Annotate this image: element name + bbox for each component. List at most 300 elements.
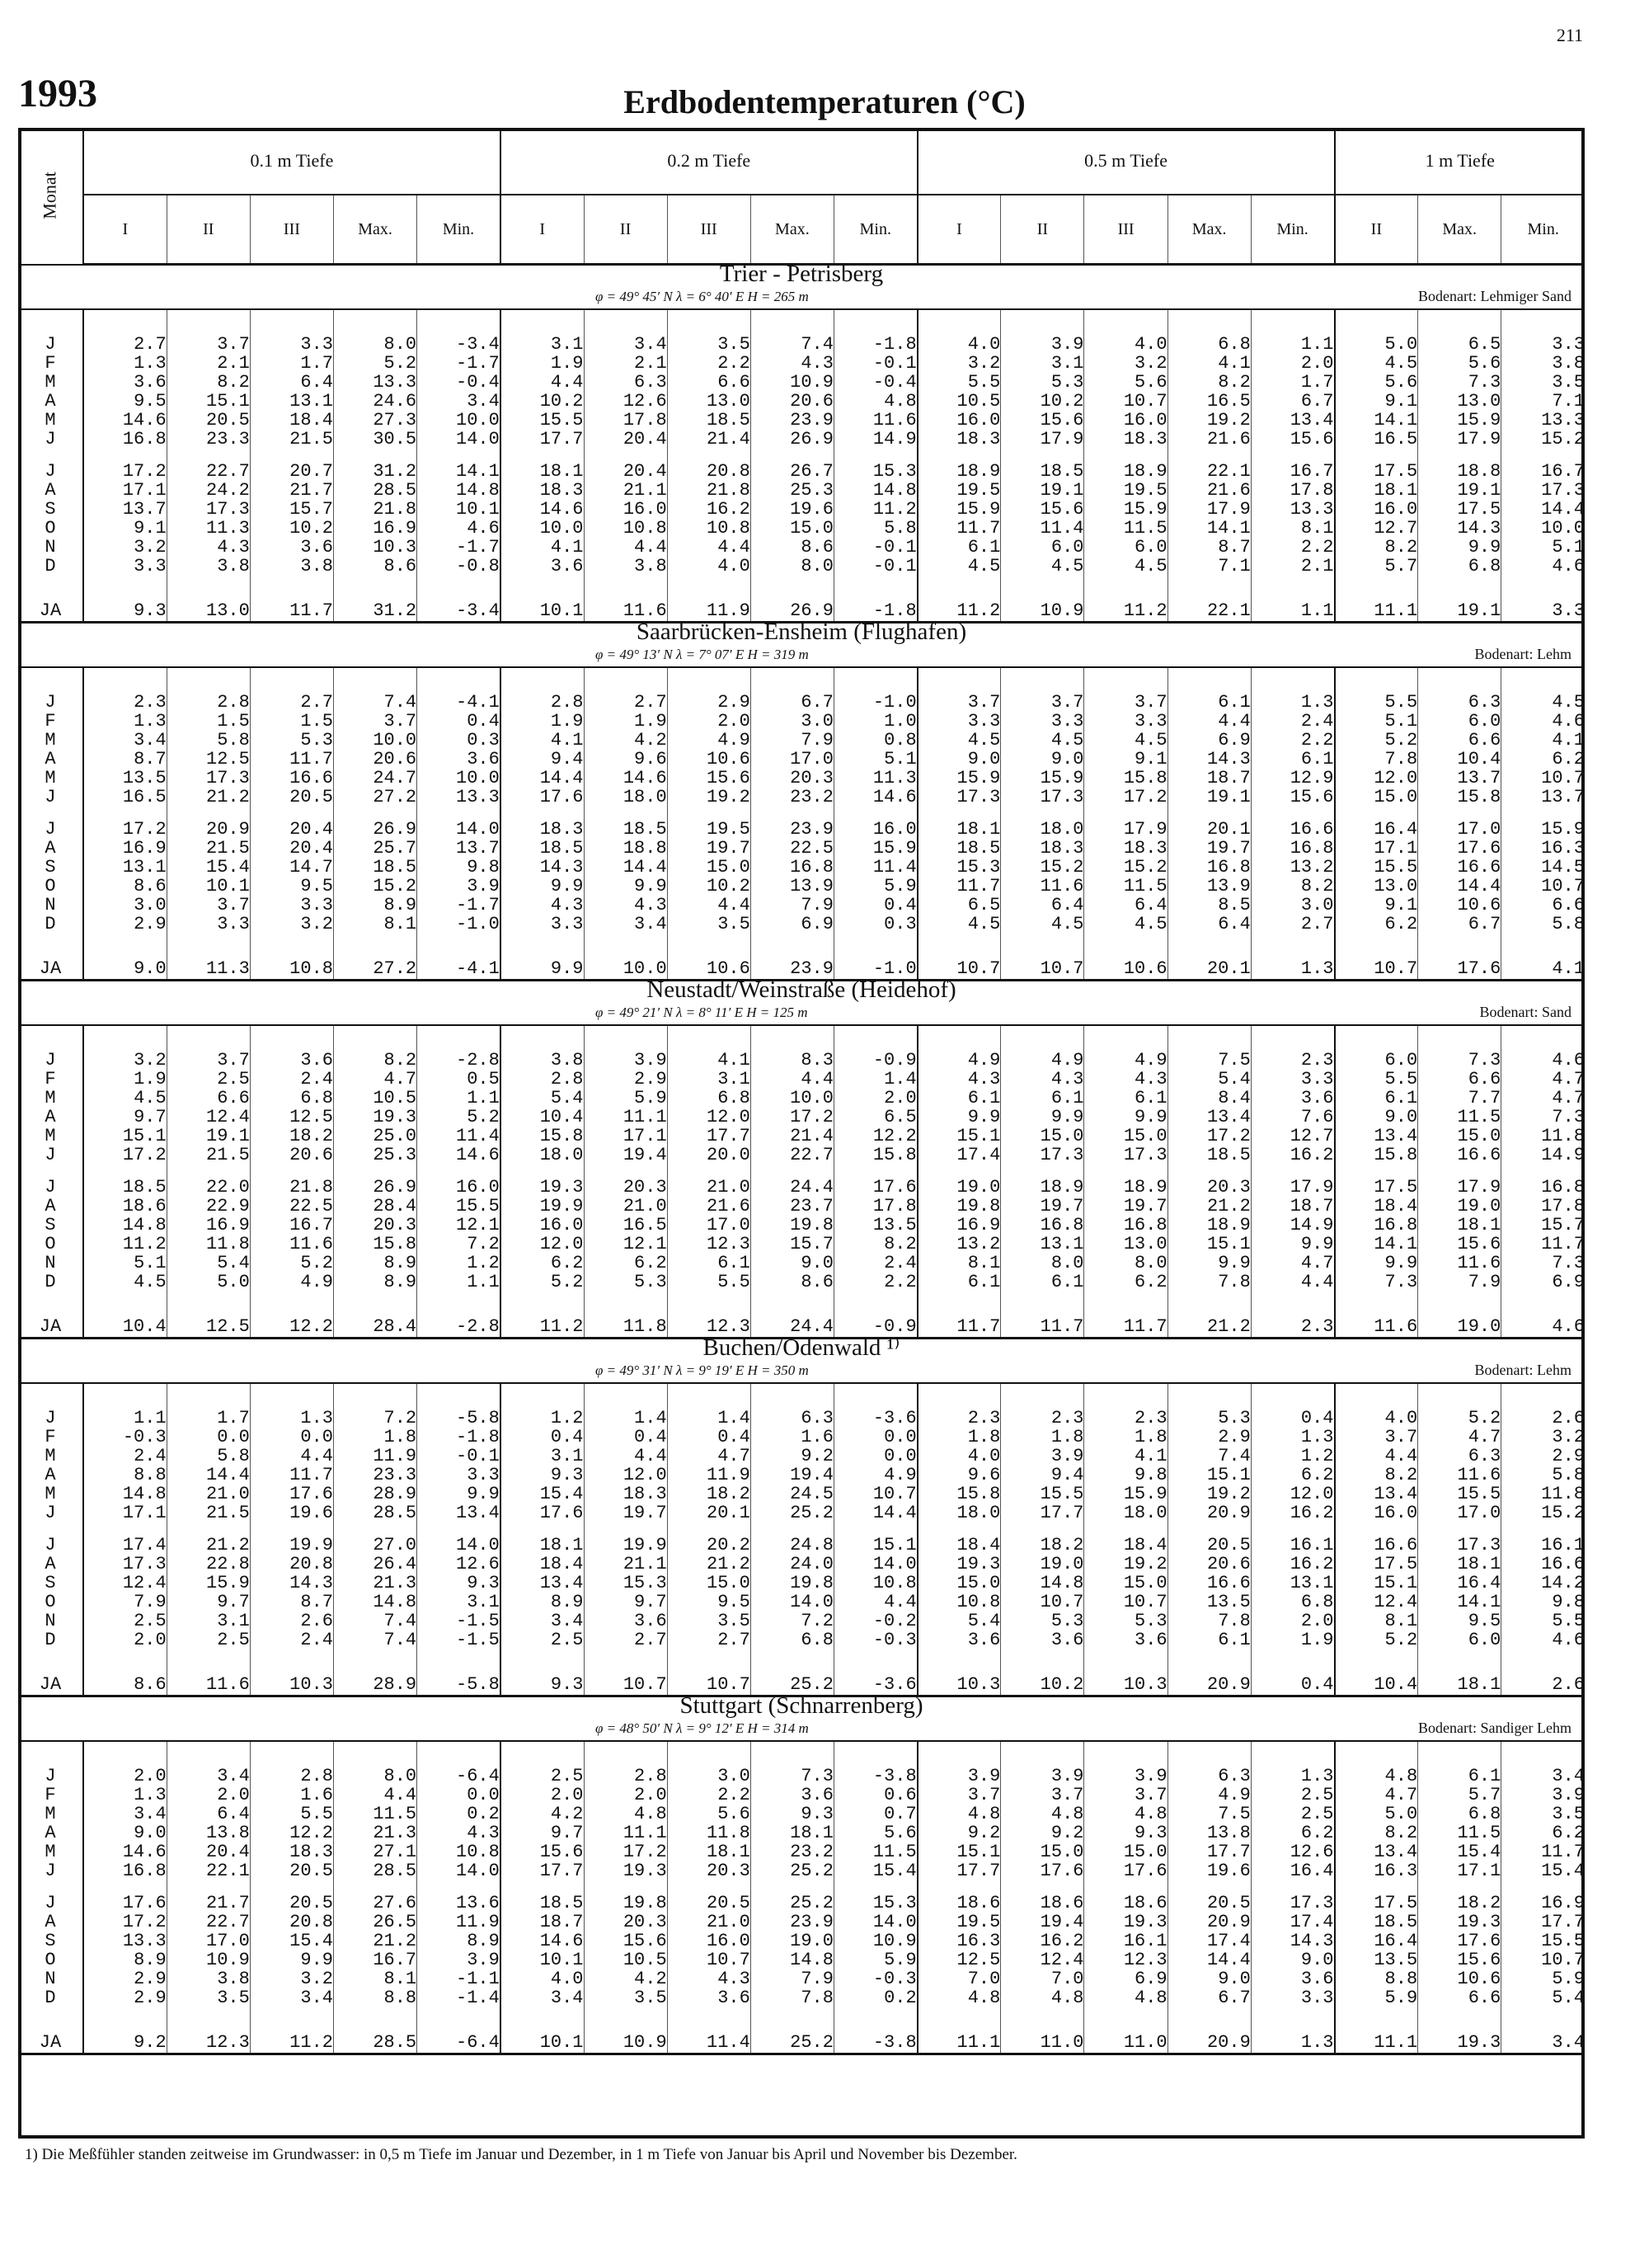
value-cell: 10.8 (834, 1574, 917, 1593)
value-cell: 17.9 (1167, 500, 1251, 519)
value-cell: 13.0 (167, 576, 250, 623)
value-cell: 6.0 (1335, 1051, 1418, 1070)
value-cell: 8.0 (750, 557, 834, 576)
value-cell: 7.5 (1167, 1051, 1251, 1070)
value-cell: 4.1 (1084, 1447, 1167, 1466)
month-label: J (45, 692, 56, 713)
value-cell: 2.5 (500, 1767, 584, 1786)
value-cell: 0.4 (417, 712, 500, 731)
month-row (18, 1197, 1585, 1216)
spacer-row (18, 1383, 1585, 1409)
value-cell: 5.9 (1335, 1988, 1418, 2007)
value-cell: 18.3 (1084, 839, 1167, 858)
value-cell: 10.0 (417, 769, 500, 788)
value-cell: 13.4 (417, 1503, 500, 1522)
value-cell: 11.3 (167, 934, 250, 981)
value-cell: 3.3 (250, 335, 333, 354)
value-cell: 2.3 (918, 1409, 1001, 1428)
month-label: O (45, 876, 56, 896)
value-cell: 4.3 (1084, 1070, 1167, 1089)
value-cell: 14.1 (1335, 411, 1418, 430)
column-header: I (500, 195, 584, 265)
value-cell: 17.5 (1335, 1178, 1418, 1197)
value-cell: 12.0 (667, 1108, 750, 1127)
value-cell: 13.4 (1335, 1127, 1418, 1146)
value-cell: 12.0 (1251, 1485, 1334, 1503)
month-row (18, 354, 1585, 373)
value-cell: 15.0 (1084, 1127, 1167, 1146)
annual-row (18, 1649, 1585, 1696)
value-cell: 20.4 (250, 839, 333, 858)
value-cell: 5.4 (500, 1089, 584, 1108)
column-header: Min. (417, 195, 500, 265)
value-cell: 3.5 (167, 1988, 250, 2007)
value-cell: 6.8 (1418, 557, 1501, 576)
value-cell: 10.4 (500, 1108, 584, 1127)
value-cell: 15.4 (250, 1932, 333, 1950)
value-cell: 11.7 (1084, 1292, 1167, 1339)
value-cell: 16.6 (1501, 1555, 1585, 1574)
value-cell: 14.6 (83, 1842, 167, 1861)
month-row (18, 462, 1585, 481)
value-cell: 20.3 (667, 1861, 750, 1880)
value-cell: 22.5 (750, 839, 834, 858)
value-cell: 11.5 (333, 1805, 416, 1823)
value-cell: 3.3 (1001, 712, 1084, 731)
value-cell: 3.9 (417, 877, 500, 896)
value-cell: 19.8 (750, 1574, 834, 1593)
value-cell: 14.6 (834, 788, 917, 807)
station-title-row (18, 1339, 1585, 1357)
value-cell: 21.7 (250, 481, 333, 500)
value-cell: 2.9 (83, 1969, 167, 1988)
value-cell: 28.5 (333, 1503, 416, 1522)
value-cell: 21.4 (667, 430, 750, 449)
value-cell: 18.5 (584, 820, 667, 839)
value-cell: 16.5 (83, 788, 167, 807)
value-cell: -1.0 (834, 934, 917, 981)
value-cell: 2.9 (584, 1070, 667, 1089)
value-cell: 3.3 (1084, 712, 1167, 731)
value-cell: 25.2 (750, 1649, 834, 1696)
value-cell: 18.4 (918, 1536, 1001, 1555)
value-cell: 6.9 (750, 915, 834, 934)
month-row (18, 1842, 1585, 1861)
value-cell: 3.3 (1251, 1988, 1334, 2007)
value-cell: 9.9 (1084, 1108, 1167, 1127)
value-cell: 10.8 (584, 519, 667, 538)
value-cell: 20.5 (250, 1861, 333, 1880)
value-cell: 16.6 (1335, 1536, 1418, 1555)
value-cell: 19.3 (1084, 1913, 1167, 1932)
value-cell: 5.6 (1335, 373, 1418, 392)
value-cell: 2.1 (584, 354, 667, 373)
value-cell: 4.1 (500, 538, 584, 557)
value-cell: 14.6 (500, 500, 584, 519)
value-cell: 16.6 (1418, 858, 1501, 877)
value-cell: 6.3 (1418, 693, 1501, 712)
value-cell: 3.3 (250, 896, 333, 915)
value-cell: 3.0 (750, 712, 834, 731)
value-cell: 11.6 (1001, 877, 1084, 896)
value-cell: 24.6 (333, 392, 416, 411)
value-cell: 15.0 (1418, 1127, 1501, 1146)
value-cell: 5.5 (1335, 693, 1418, 712)
value-cell: 18.7 (500, 1913, 584, 1932)
value-cell: 23.9 (750, 411, 834, 430)
value-cell: 20.3 (333, 1216, 416, 1235)
value-cell: 17.1 (83, 481, 167, 500)
value-cell: 3.6 (83, 373, 167, 392)
value-cell: 18.1 (500, 462, 584, 481)
value-cell: 21.2 (1167, 1197, 1251, 1216)
value-cell: 3.5 (584, 1988, 667, 2007)
value-cell: 17.5 (1418, 500, 1501, 519)
value-cell: 19.9 (584, 1536, 667, 1555)
value-cell: 7.5 (1167, 1805, 1251, 1823)
value-cell: 17.1 (1418, 1861, 1501, 1880)
value-cell: 0.4 (834, 896, 917, 915)
month-row (18, 877, 1585, 896)
value-cell: 4.5 (83, 1089, 167, 1108)
value-cell: 11.6 (834, 411, 917, 430)
value-cell: 5.9 (834, 1950, 917, 1969)
value-cell: 15.1 (1167, 1466, 1251, 1485)
value-cell: 2.0 (584, 1786, 667, 1805)
value-cell: 17.9 (1251, 1178, 1334, 1197)
value-cell: 11.2 (1084, 576, 1167, 623)
value-cell: 12.2 (250, 1823, 333, 1842)
value-cell: 15.9 (1084, 1485, 1167, 1503)
value-cell: 3.7 (1001, 1786, 1084, 1805)
value-cell: 4.5 (918, 557, 1001, 576)
month-label: J (45, 1145, 56, 1165)
value-cell: 28.4 (333, 1197, 416, 1216)
station-name: Trier - Petrisberg (719, 261, 884, 287)
value-cell: 6.1 (1251, 750, 1334, 769)
value-cell: 25.2 (750, 1894, 834, 1913)
value-cell: 8.2 (1335, 538, 1418, 557)
spacer-row (18, 1165, 1585, 1178)
value-cell: 9.1 (1335, 392, 1418, 411)
value-cell: 4.4 (333, 1786, 416, 1805)
value-cell: 9.9 (1001, 1108, 1084, 1127)
value-cell: 8.2 (1167, 373, 1251, 392)
value-cell: 1.1 (83, 1409, 167, 1428)
value-cell: 10.1 (500, 576, 584, 623)
month-label: M (45, 372, 56, 393)
value-cell: 15.0 (1084, 1574, 1167, 1593)
value-cell: 16.6 (1251, 820, 1334, 839)
value-cell: 3.6 (250, 1051, 333, 1070)
value-cell: 4.8 (1084, 1988, 1167, 2007)
value-cell: 10.3 (918, 1649, 1001, 1696)
value-cell: 8.9 (417, 1932, 500, 1950)
value-cell: 4.4 (584, 1447, 667, 1466)
value-cell: 10.3 (250, 1649, 333, 1696)
value-cell: 15.3 (834, 462, 917, 481)
value-cell: 17.3 (1501, 481, 1585, 500)
value-cell: 4.0 (667, 557, 750, 576)
value-cell: 3.8 (1501, 354, 1585, 373)
value-cell: 20.3 (584, 1913, 667, 1932)
value-cell: 17.8 (834, 1197, 917, 1216)
value-cell: 17.5 (1335, 462, 1418, 481)
value-cell: 21.8 (667, 481, 750, 500)
month-row (18, 538, 1585, 557)
value-cell: -0.4 (417, 373, 500, 392)
value-cell: 0.0 (834, 1447, 917, 1466)
value-cell: 24.5 (750, 1485, 834, 1503)
value-cell: 10.7 (834, 1485, 917, 1503)
value-cell: 16.3 (1501, 839, 1585, 858)
value-cell: 15.5 (1501, 1932, 1585, 1950)
value-cell: 7.0 (918, 1969, 1001, 1988)
value-cell: 11.4 (667, 2007, 750, 2054)
value-cell: -4.1 (417, 693, 500, 712)
column-header: I (83, 195, 167, 265)
value-cell: 8.1 (333, 915, 416, 934)
value-cell: 15.2 (333, 877, 416, 896)
value-cell: -0.1 (834, 538, 917, 557)
year-heading: 1993 (18, 72, 97, 115)
value-cell: 10.1 (500, 2007, 584, 2054)
value-cell: 3.3 (417, 1466, 500, 1485)
value-cell: 3.6 (667, 1988, 750, 2007)
value-cell: 2.5 (1251, 1805, 1334, 1823)
month-row (18, 1536, 1585, 1555)
value-cell: 19.0 (750, 1932, 834, 1950)
value-cell: 8.7 (250, 1593, 333, 1612)
value-cell: 10.7 (667, 1649, 750, 1696)
value-cell: 18.5 (1167, 1146, 1251, 1165)
value-cell: 16.0 (500, 1216, 584, 1235)
value-cell: 4.4 (834, 1593, 917, 1612)
value-cell: 21.5 (167, 839, 250, 858)
value-cell: 4.1 (1501, 731, 1585, 750)
value-cell: 25.2 (750, 2007, 834, 2054)
value-cell: 4.7 (1251, 1254, 1334, 1273)
value-cell: 7.1 (1167, 557, 1251, 576)
value-cell: 2.8 (167, 693, 250, 712)
value-cell: -3.6 (834, 1409, 917, 1428)
value-cell: 16.7 (250, 1216, 333, 1235)
month-label: S (45, 1931, 56, 1951)
value-cell: 12.3 (667, 1292, 750, 1339)
value-cell: 8.0 (333, 1767, 416, 1786)
value-cell: 6.2 (1251, 1823, 1334, 1842)
value-cell: 11.5 (1418, 1108, 1501, 1127)
value-cell: 11.5 (834, 1842, 917, 1861)
value-cell: 9.4 (1001, 1466, 1084, 1485)
station-title-row (18, 265, 1585, 283)
month-row (18, 335, 1585, 354)
value-cell: 4.0 (1335, 1409, 1418, 1428)
value-cell: 18.0 (584, 788, 667, 807)
value-cell: 15.6 (1001, 500, 1084, 519)
value-cell: 22.1 (1167, 576, 1251, 623)
value-cell: 7.8 (1167, 1273, 1251, 1292)
value-cell: 9.2 (83, 2007, 167, 2054)
month-label: A (45, 480, 56, 501)
value-cell: 11.2 (250, 2007, 333, 2054)
value-cell: 6.1 (1418, 1767, 1501, 1786)
month-row (18, 1127, 1585, 1146)
value-cell: 1.3 (83, 1786, 167, 1805)
value-cell: 2.3 (1251, 1292, 1334, 1339)
month-row (18, 481, 1585, 500)
station-meta-row (18, 282, 1585, 309)
value-cell: 3.1 (417, 1593, 500, 1612)
value-cell: 18.8 (1418, 462, 1501, 481)
value-cell: 13.0 (1084, 1235, 1167, 1254)
value-cell: -1.4 (417, 1988, 500, 2007)
value-cell: 2.0 (167, 1786, 250, 1805)
value-cell: 10.4 (1418, 750, 1501, 769)
value-cell: 4.3 (500, 896, 584, 915)
value-cell: 3.7 (1001, 693, 1084, 712)
value-cell: 16.9 (1501, 1894, 1585, 1913)
value-cell: 13.4 (500, 1574, 584, 1593)
month-row (18, 1216, 1585, 1235)
value-cell: 8.2 (167, 373, 250, 392)
month-label: M (45, 730, 56, 751)
value-cell: 20.2 (667, 1536, 750, 1555)
column-header: Max. (750, 195, 834, 265)
spacer-row (18, 1025, 1585, 1051)
value-cell: 20.5 (1167, 1894, 1251, 1913)
annual-row (18, 934, 1585, 981)
value-cell: 25.2 (750, 1861, 834, 1880)
value-cell: 6.2 (1501, 1823, 1585, 1842)
value-cell: 5.1 (1335, 712, 1418, 731)
value-cell: 9.7 (584, 1593, 667, 1612)
value-cell: 19.1 (1167, 788, 1251, 807)
value-cell: 13.3 (417, 788, 500, 807)
value-cell: 16.0 (1084, 411, 1167, 430)
value-cell: 21.8 (333, 500, 416, 519)
value-cell: 17.8 (584, 411, 667, 430)
value-cell: 1.8 (1001, 1428, 1084, 1447)
value-cell: 9.0 (1167, 1969, 1251, 1988)
value-cell: 19.0 (1001, 1555, 1084, 1574)
value-cell: 15.9 (1084, 500, 1167, 519)
value-cell: 12.0 (500, 1235, 584, 1254)
value-cell: 14.6 (500, 1932, 584, 1950)
value-cell: 15.4 (1501, 1861, 1585, 1880)
value-cell: 18.1 (918, 820, 1001, 839)
value-cell: 19.1 (1418, 576, 1501, 623)
value-cell: 7.6 (1251, 1108, 1334, 1127)
value-cell: 28.4 (333, 1292, 416, 1339)
month-row (18, 557, 1585, 576)
value-cell: 1.5 (167, 712, 250, 731)
value-cell: 5.6 (667, 1805, 750, 1823)
value-cell: 2.5 (1251, 1786, 1334, 1805)
header-row-groups (18, 128, 1585, 195)
value-cell: 21.3 (333, 1823, 416, 1842)
value-cell: 6.1 (1167, 1630, 1251, 1649)
value-cell: 9.3 (1084, 1823, 1167, 1842)
value-cell: 11.2 (83, 1235, 167, 1254)
value-cell: 16.9 (333, 519, 416, 538)
value-cell: 13.1 (1001, 1235, 1084, 1254)
month-label: O (45, 1234, 56, 1254)
value-cell: 5.6 (1084, 373, 1167, 392)
month-label: JA (18, 2007, 83, 2054)
value-cell: 18.4 (1084, 1536, 1167, 1555)
value-cell: 6.1 (918, 1089, 1001, 1108)
value-cell: 17.3 (918, 788, 1001, 807)
value-cell: 2.2 (667, 1786, 750, 1805)
value-cell: 15.4 (1418, 1842, 1501, 1861)
column-header: Min. (1251, 195, 1334, 265)
value-cell: 14.9 (834, 430, 917, 449)
value-cell: 6.1 (1001, 1273, 1084, 1292)
month-label: M (45, 1804, 56, 1824)
value-cell: 17.0 (167, 1932, 250, 1950)
month-label: N (45, 1253, 56, 1273)
value-cell: 2.0 (83, 1767, 167, 1786)
value-cell: 17.6 (83, 1894, 167, 1913)
station-coordinates: φ = 49° 45′ N λ = 6° 40′ E H = 265 m (595, 289, 809, 304)
value-cell: 6.2 (1084, 1273, 1167, 1292)
value-cell: 6.0 (1001, 538, 1084, 557)
value-cell: 12.5 (918, 1950, 1001, 1969)
value-cell: 6.2 (500, 1254, 584, 1273)
value-cell: 17.4 (83, 1536, 167, 1555)
month-row (18, 750, 1585, 769)
value-cell: 16.0 (834, 820, 917, 839)
value-cell: 14.0 (417, 1536, 500, 1555)
value-cell: 26.5 (333, 1913, 416, 1932)
value-cell: 12.4 (167, 1108, 250, 1127)
value-cell: 6.9 (1084, 1969, 1167, 1988)
month-label: D (45, 556, 56, 576)
value-cell: 24.7 (333, 769, 416, 788)
value-cell: 3.7 (167, 896, 250, 915)
value-cell: 18.5 (667, 411, 750, 430)
month-label: M (45, 1484, 56, 1504)
column-header: II (1335, 195, 1418, 265)
value-cell: 3.4 (500, 1988, 584, 2007)
value-cell: 16.0 (918, 411, 1001, 430)
value-cell: 11.3 (834, 769, 917, 788)
value-cell: 7.4 (333, 693, 416, 712)
month-row (18, 1593, 1585, 1612)
value-cell: 1.6 (250, 1786, 333, 1805)
value-cell: 4.3 (750, 354, 834, 373)
value-cell: 17.7 (1501, 1913, 1585, 1932)
value-cell: 12.0 (1335, 769, 1418, 788)
value-cell: 10.0 (750, 1089, 834, 1108)
value-cell: 17.3 (1251, 1894, 1334, 1913)
value-cell: -0.2 (834, 1612, 917, 1630)
value-cell: 18.3 (918, 430, 1001, 449)
value-cell: 4.6 (1501, 712, 1585, 731)
value-cell: 17.0 (667, 1216, 750, 1235)
value-cell: 7.4 (333, 1630, 416, 1649)
value-cell: 18.3 (250, 1842, 333, 1861)
value-cell: 17.7 (500, 430, 584, 449)
value-cell: 13.8 (167, 1823, 250, 1842)
value-cell: 0.3 (834, 915, 917, 934)
value-cell: 1.3 (1251, 693, 1334, 712)
value-cell: 2.2 (834, 1273, 917, 1292)
value-cell: 10.6 (1418, 896, 1501, 915)
value-cell: 1.4 (834, 1070, 917, 1089)
value-cell: 3.4 (83, 1805, 167, 1823)
